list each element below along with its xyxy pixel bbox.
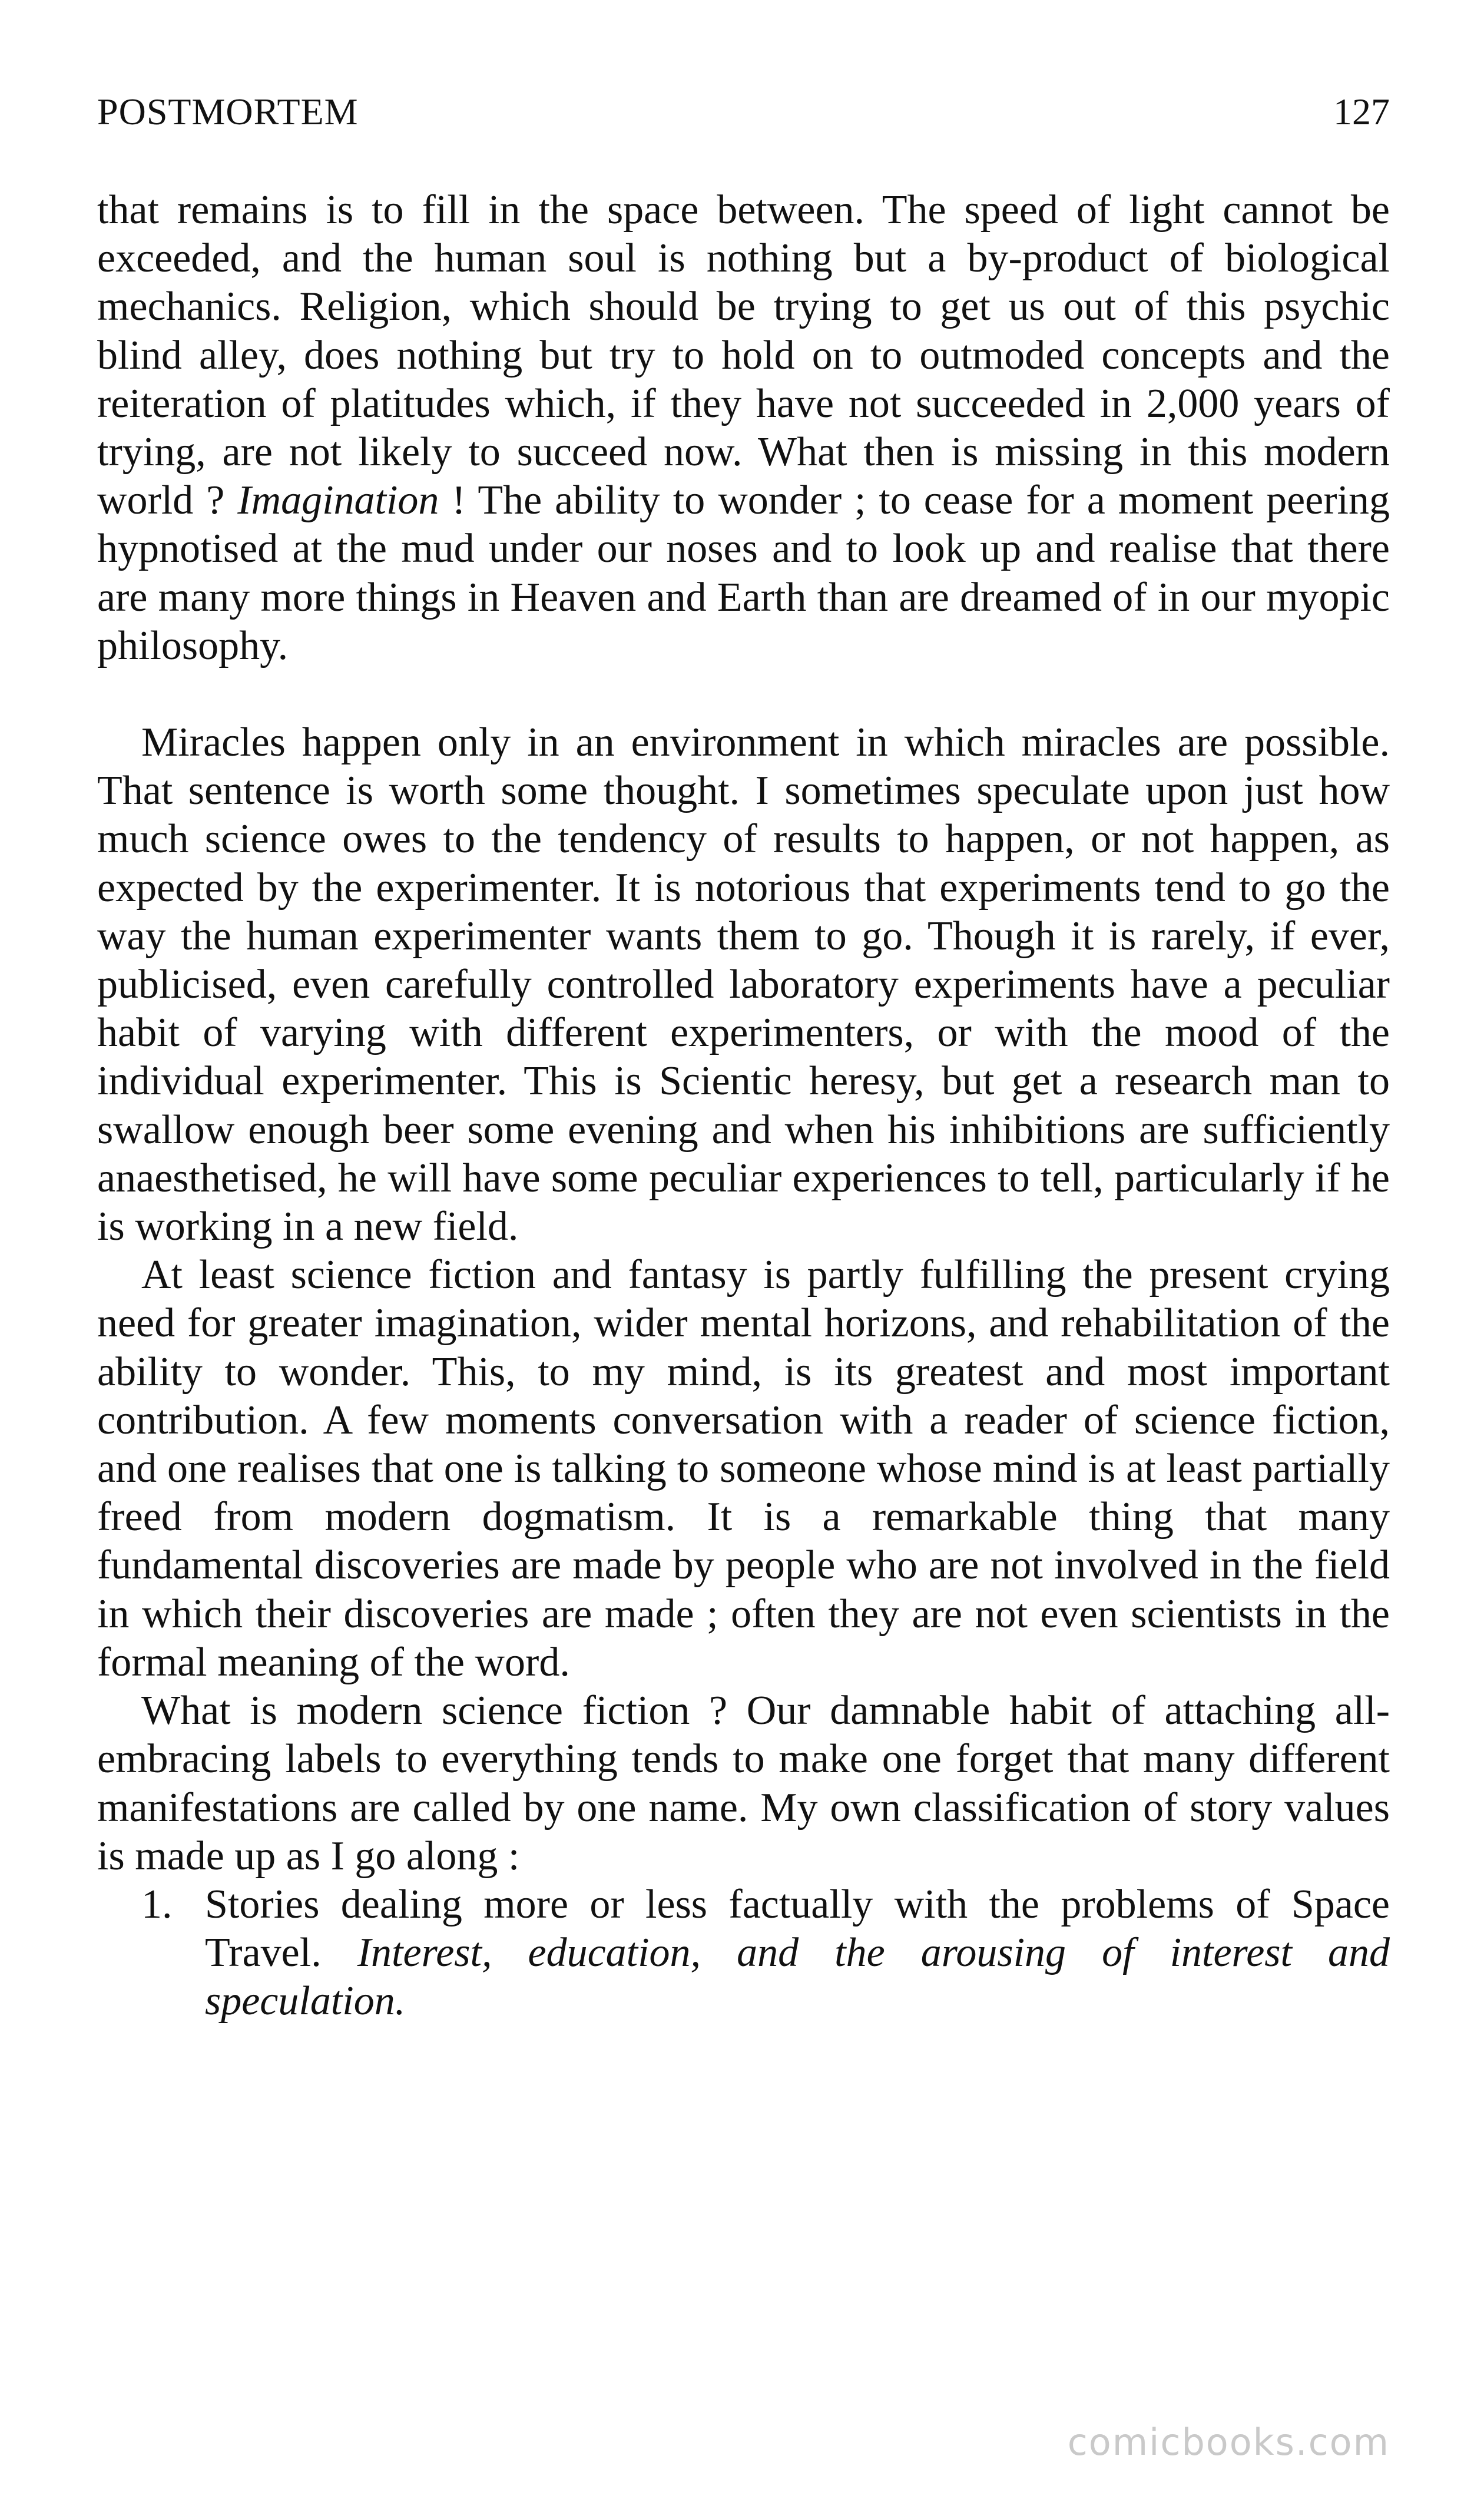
paragraph-continuation bbox=[97, 186, 1390, 670]
paragraph-text: Miracles happen only in an environment in which miracles are possible. That sentence is worth some thought. I sometimes speculate upon just how much science owes to the tendency of results to happen, or not happen, as expected by the experimenter. It is notorious that experiments tend to go the way the human experimenter wants them to go. Though it is rarely, if ever, publicised, even carefully controlled laboratory experiments have a peculiar habit of varying with different experimenters, or with the mood of the individual experimenter. This is Scientic heresy, but get a research man to swallow enough beer some evening and when his inhibitions are sufficiently anaesthetised, he will have some peculiar experiences to tell, particularly if he is working in a new field. bbox=[97, 720, 1390, 1250]
emphasis-text: Interest, education, and the arousing of interest and speculation. bbox=[205, 1930, 1390, 2024]
paragraph-text-end: ! The ability to wonder ; to cease for a moment peering hypnotised at the mud under our noses and to look up and realise that there are many more things in Heaven and Earth than are dreamed of in our myopic philosophy. bbox=[97, 478, 1390, 668]
emphasis-text: Imagination bbox=[237, 478, 439, 524]
paragraph-science-fiction bbox=[97, 1251, 1390, 1687]
paragraph-classification bbox=[97, 1687, 1390, 1881]
paragraph-text: that remains is to fill in the space between. The speed of light cannot be exceeded, and the human soul is nothing but a by-product of biological mechanics. Religion, which should be trying to get us out of this psychic blind alley, does nothing but try to hold on to outmoded concepts and the reiteration of platitudes which, if they have not succeeded in 2,000 years of trying, are not likely to succeed now. What then is missing in this modern world ? bbox=[97, 187, 1390, 524]
list-number: 1. bbox=[141, 1881, 173, 1927]
paragraph-miracles bbox=[97, 719, 1390, 1251]
list-item-text: Stories dealing more or less factually with the problems of Space Travel. bbox=[205, 1881, 1390, 1976]
running-title: POSTMORTEM bbox=[97, 91, 359, 133]
page-number: 127 bbox=[1333, 91, 1390, 133]
body-text bbox=[97, 186, 1390, 2026]
section-gap bbox=[97, 670, 1390, 719]
running-head bbox=[97, 88, 1390, 135]
paragraph-text: What is modern science fiction ? Our damnable habit of attaching all-embracing labels to everything tends to make one forget that many different manifestations are called by one name. My own classification of story values is made up as I go along : bbox=[97, 1688, 1390, 1879]
paragraph-text: At least science fiction and fantasy is partly fulfilling the present crying need for greater imagination, wider mental horizons, and rehabilitation of the ability to wonder. This, to my mind, is its greatest and most important contribution. A few moments conversation with a reader of science fiction, and one realises that one is talking to someone whose mind is at least partially freed from modern dogmatism. It is a remarkable thing that many fundamental discoveries are made by people who are not involved in the field in which their discoveries are made ; often they are not even scientists in the formal meaning of the word. bbox=[97, 1252, 1390, 1685]
watermark: comicbooks.com bbox=[1067, 2421, 1390, 2464]
list-item bbox=[97, 1881, 1390, 2026]
